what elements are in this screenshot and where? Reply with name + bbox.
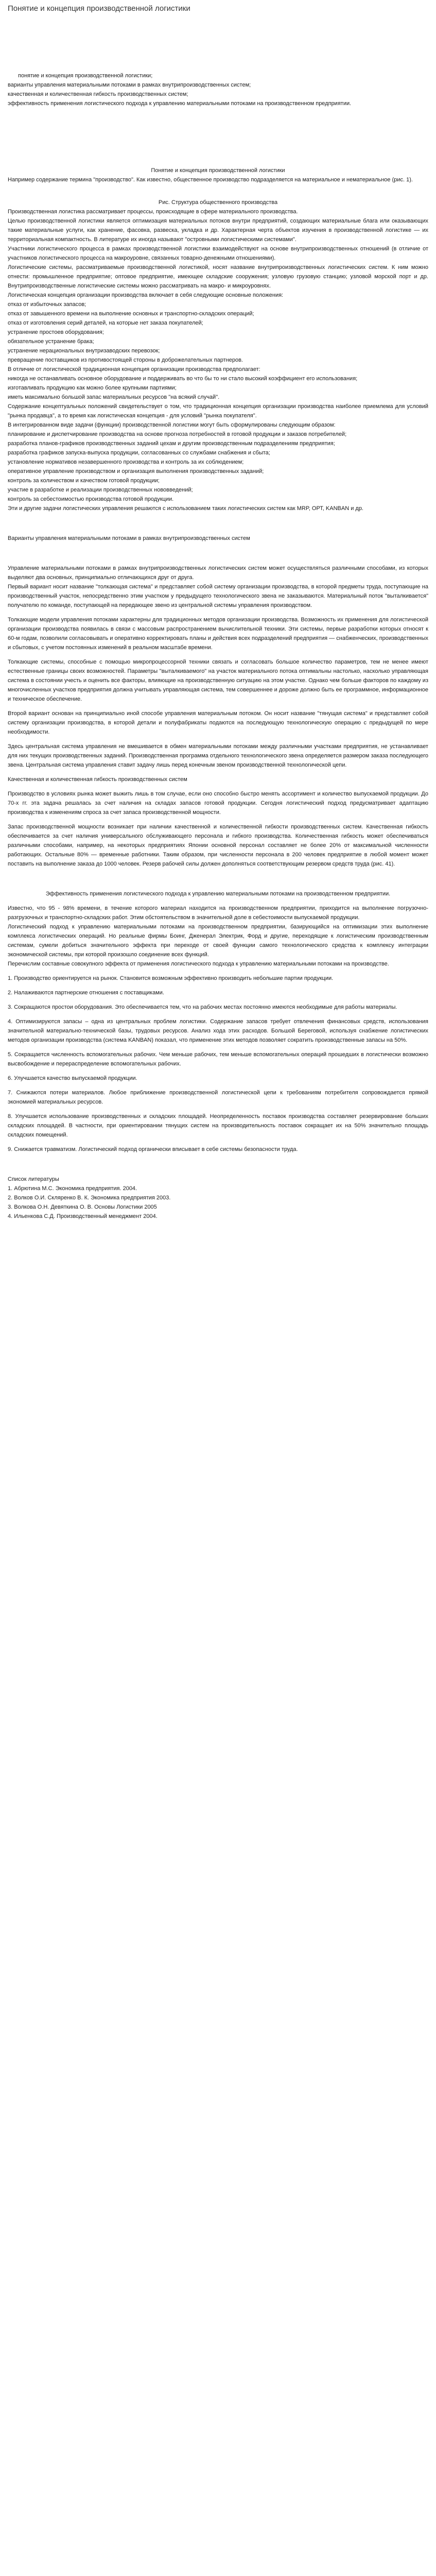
section-heading: Эффективность применения логистического подхода к управлению материальными потоками на производственном предприятии. (45, 891, 391, 897)
list-item: участие в разработке и реализации производственных нововведений; (8, 487, 193, 493)
paragraph: Второй вариант основан на принципиально иной способе управления материальным потоком. Он носит название "тянущая система" и представляет собой систему организации производства, в которой детали и полуфабрикаты подаются на последующую технологическую операцию с предыдущей по мере необходимости. (8, 710, 428, 735)
list-item: обязательное устранение брака; (8, 338, 94, 345)
page-title: Понятие и концепция производственной логистики (8, 4, 190, 13)
list-item: контроль за себестоимостью производства готовой продукции. (8, 496, 174, 502)
paragraph: Здесь центральная система управления не вмешивается в обмен материальными потоками между различными участками предприятия, не устанавливает для них текущих производственных заданий. Производственная программа отдельного технологического звена определяется размером заказа последующего звена. Центральная система управления ставит задачу лишь перед конечным звеном производственной технологической цепи. (8, 743, 428, 768)
intro-item: эффективность применения логистического подхода к управлению материальными потоками на производственном предприятии. (8, 100, 352, 107)
paragraph: Известно, что 95 - 98% времени, в течение которого материал находится на производственном предприятии, приходится на выполнение погрузочно-разгрузочных и транспортно-складских работ. Этим обстоятельством в значительной доле в себестоимости выпускаемой продукции. (8, 905, 428, 921)
numbered-item: 5. Сокращается численность вспомогательных рабочих. Чем меньше рабочих, тем меньше вспомогательных операций прошедших в логистически возможно высвобождение и перераспределение вспомогательных рабочих. (8, 1052, 428, 1067)
list-item: разработка графиков запуска-выпуска продукции, согласованных со службами снабжения и сбыта; (8, 450, 270, 456)
numbered-item: 8. Улучшается использование производственных и складских площадей. Неопределенность поставок производства составляет резервирование больших складских площадей. В частности, при ориентировании тянущих систем на производительность поставок сокращает их на 50% значительно площадь складских помещений. (8, 1113, 428, 1138)
list-item: установление нормативов незавершенного производства и контроль за их соблюдением; (8, 459, 244, 465)
numbered-item: 3. Сокращаются простои оборудования. Это обеспечивается тем, что на рабочих местах постоянно имеются необходимые для работы материалы. (8, 1004, 397, 1010)
paragraph: Перечислим составные совокупного эффекта от применения логистического подхода к управлению материальными потоками на производстве. (8, 961, 389, 967)
list-item: оперативное управление производством и организация выполнения производственных заданий; (8, 468, 264, 474)
numbered-item: 4. Оптимизируются запасы – одна из центральных проблем логистики. Содержание запасов требует отвлечения финансовых средств, использования значительной материально-технической базы, трудовых ресурсов. Анализ хода этих расходов. Большой Береговой, используя снабжение логистических методов организации производства (система KANBAN) показал, что применение этих методов позволяет сократить производственные запасы на 50%. (8, 1019, 428, 1043)
paragraph: Эти и другие задачи логистических управления решаются с использованием таких логистических систем как MRP, ОРТ, KANBAN и др. (8, 505, 363, 512)
list-item: устранение нерациональных внутризаводских перевозок; (8, 348, 160, 354)
reference-item: 1. Абрютина М.С. Экономика предприятия. 2004. (8, 1185, 137, 1192)
section-concept (8, 166, 428, 513)
paragraph: Производственная логистика рассматривает процессы, происходящие в сфере материального производства. (8, 209, 298, 215)
list-item: отказ от изготовления серий деталей, на которые нет заказа покупателей; (8, 320, 203, 326)
paragraph: Первый вариант носит название "толкающая система" и представляет собой систему организации производства, в которой предметы труда, поступающие на производственный участок, непосредственно этим участком у предыдущего технологического звена не заказываются. Материальный поток "выталкивается" получателю по команде, поступающей на передающее звено из центральной системы управления производством. (8, 584, 428, 608)
section-heading: Варианты управления материальными потоками в рамках внутрипроизводственных систем (8, 535, 250, 541)
paragraph: Толкающие системы, способные с помощью микропроцессорной техники связать и согласовать большое количество параметров, тем не менее имеют естественные границы своих возможностей. Параметры "выталкиваемого" на участок материального потока оптимальны настолько, насколько управляющая система в состоянии учесть и оценить все факторы, влияющие на производственную ситуацию на этом участке. Однако чем больше факторов по каждому из многочисленных участков предприятия должна учитывать управляющая система, тем совершеннее и дороже должно быть ее программное, информационное и техническое обеспечение. (8, 659, 428, 702)
numbered-item: 2. Налаживаются партнерские отношения с поставщиками. (8, 990, 164, 996)
paragraph: Запас производственной мощности возникает при наличии качественной и количественной гибкости производственных систем. Качественная гибкость обеспечивается за счет наличия универсального обслуживающего персонала и гибкого производства. Количественная гибкость может обеспечиваться различными способами, например, на некоторых предприятиях Японии основной персонал составляет не более 20% от максимальной численности работающих. Остальные 80% — временные работники. Таким образом, при численности персонала в 200 человек предприятие в любой момент может поставить на выполнение заказа до 1000 человек. Резерв рабочей силы должен дополняться соответствующим резервом средств труда (рис. 41). (8, 824, 428, 867)
paragraph: Управление материальными потоками в рамках внутрипроизводственных логистических систем может осуществляться различными способами, из которых выделяют два основных, принципиально отличающихся друг от друга. (8, 565, 428, 581)
list-item: никогда не останавливать основное оборудование и поддерживать во что бы то ни стало высокий коэффициент его использования; (8, 376, 358, 382)
section-variants (8, 534, 428, 869)
paragraph: В интегрированном виде задачи (функции) производственной логистики могут быть сформулированы следующим образом: (8, 422, 336, 428)
paragraph: Участники логистического процесса в рамках производственной логистики взаимодействуют на основе внутрипроизводственных отношений (в отличие от участников логистического процесса на макроуровне, связанных товарно-денежными отношениями). (8, 246, 428, 261)
reference-item: 3. Волкова О.Н. Девяткина О. В. Основы Логистики 2005 (8, 1204, 157, 1210)
section-heading: Понятие и концепция производственной логистики (151, 167, 285, 174)
paragraph: Например содержание термина "производство". Как известно, общественное производство подразделяется на материальное и нематериальное (рис. 1). (8, 177, 413, 183)
numbered-item: 7. Снижаются потери материалов. Любое приближение производственной логистической цепи к требованиям потребителя сопровождается прямой экономией материальных ресурсов. (8, 1090, 428, 1105)
intro-list (8, 71, 428, 108)
paragraph: В отличие от логистической традиционная концепция организации производства предполагает: (8, 366, 260, 372)
intro-item: качественная и количественная гибкость производственных систем; (8, 91, 188, 97)
list-item: планирование и диспетчирование производства на основе прогноза потребностей в готовой продукции и заказов потребителей; (8, 431, 347, 437)
reference-item: 4. Ильенкова С.Д. Производственный менеджмент 2004. (8, 1213, 158, 1219)
list-item: устранение простоев оборудования; (8, 329, 104, 335)
list-item: превращение поставщиков из противостоящей стороны в доброжелательных партнеров. (8, 357, 243, 363)
section-efficiency (8, 889, 428, 1154)
paragraph: Логистическая концепция организации производства включает в себя следующие основные положения: (8, 292, 284, 298)
list-item: отказ от избыточных запасов; (8, 301, 86, 308)
paragraph: Содержание концептуальных положений свидетельствует о том, что традиционная концепция организации производства наиболее приемлема для условий "рынка продавца", а то время как логистическая концепция - для условий "рынка покупателя". (8, 403, 428, 419)
numbered-item: 1. Производство ориентируется на рынок. Становится возможным эффективно производить небольшие партии продукции. (8, 975, 334, 981)
list-item: изготавливать продукцию как можно более крупными партиями; (8, 385, 177, 391)
paragraph: Логистические системы, рассматриваемые производственной логистикой, носят название внутрипроизводственных логистических систем. К ним можно отнести: промышленное предприятие; оптовое предприятие, имеющее складские сооружения; узловую грузовую станцию; узловой морской порт и др. Внутрипроизводственные логистические системы можно рассматривать на макро- и микроуровнях. (8, 264, 428, 289)
list-item: контроль за количеством и качеством готовой продукции; (8, 478, 160, 484)
figure-caption: Рис. Структура общественного производства (158, 199, 278, 206)
subheading: Качественная и количественная гибкость производственных систем (8, 776, 187, 783)
list-item: отказ от завышенного времени на выполнение основных и транспортно-складских операций; (8, 311, 254, 317)
list-item: разработка планов-графиков производственных заданий цехам и другим производственным подразделениям предприятия; (8, 440, 335, 447)
paragraph: Толкающие модели управления потоками характерны для традиционных методов организации производства. Возможность их применения для логистической организации производства появилась в связи с массовым распространением вычислительной техники. Эти системы, первые разработки которых относят к 60-м годам, позволили согласовывать и оперативно корректировать планы и действия всех подразделений предприятия — снабженческих, производственных и сбытовых, с учетом постоянных изменений в реальном масштабе времени. (8, 617, 428, 651)
references-heading: Список литературы (8, 1176, 59, 1182)
intro-item: понятие и концепция производственной логистики; (18, 73, 153, 79)
reference-item: 2. Волков О.И. Скляренко В. К. Экономика предприятия 2003. (8, 1195, 171, 1201)
references (8, 1175, 428, 1221)
numbered-item: 9. Снижается травматизм. Логистический подход органически вписывает в себе системы безопасности труда. (8, 1146, 298, 1153)
document-body (8, 71, 428, 1221)
paragraph: Производство в условиях рынка может выжить лишь в том случае, если оно способно быстро менять ассортимент и количество выпускаемой продукции. До 70-х гг. эта задача решалась за счет наличия на складах запасов готовой продукции. Сегодня логистический подход предусматривает адаптацию производства к изменениям спроса за счет запаса производственной мощности. (8, 791, 428, 816)
paragraph: Целью производственной логистики является оптимизация материальных потоков внутри предприятий, создающих материальные блага или оказывающих такие материальные услуги, как хранение, фасовка, развеска, укладка и др. Характерная черта объектов изучения в производственной логистике — их территориальная компактность. В литературе их иногда называют "островными логистическими системами". (8, 218, 428, 243)
list-item: иметь максимально большой запас материальных ресурсов "на всякий случай". (8, 394, 220, 400)
intro-item: варианты управления материальными потоками в рамках внутрипроизводственных систем; (8, 82, 251, 88)
paragraph: Логистический подход к управлению материальными потоками на производственном предприятии, базирующийся на оптимизации этих выполнение комплекса логистических операций. Но реальные фирмы Боинг, Дженерал Электрик, Форд и другие, переходящие к логистическим производственным системам, сумели добиться значительного эффекта при переходе от своей функции самого технологического средства к комплексу интеграции экономической системы, при которой произошло соединение всех функций. (8, 924, 428, 958)
numbered-item: 6. Улучшается качество выпускаемой продукции. (8, 1075, 137, 1081)
